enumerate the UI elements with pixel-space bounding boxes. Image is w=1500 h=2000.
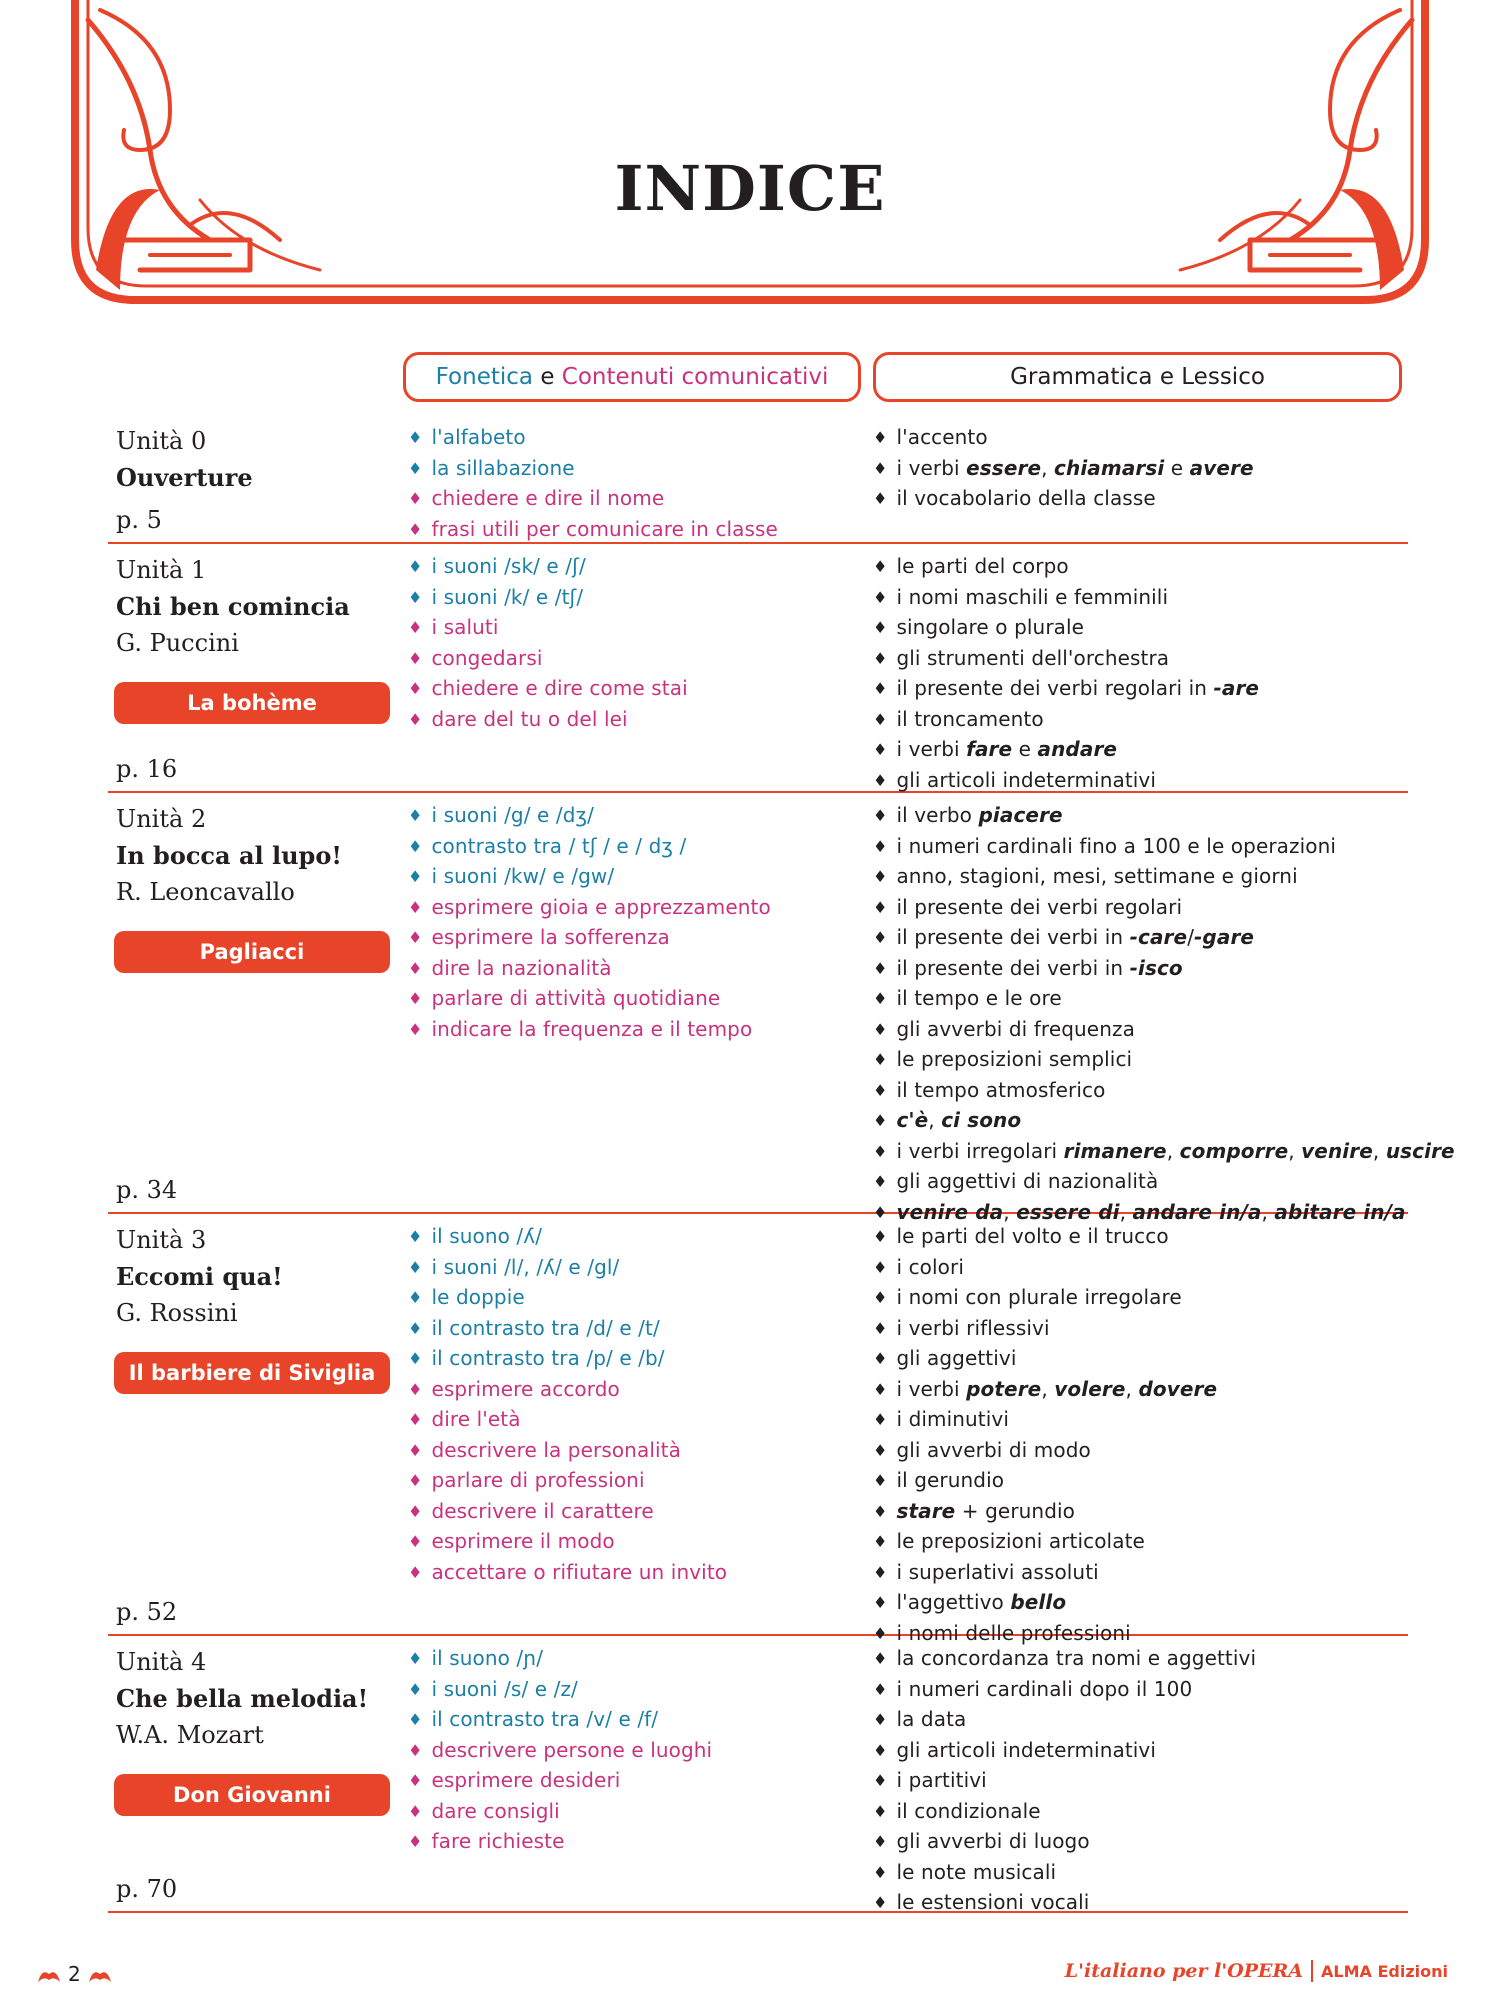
list-item: ♦ descrivere il carattere <box>408 1498 654 1523</box>
unit-composer: R. Leoncavallo <box>116 878 295 906</box>
diamond-bullet-icon: ♦ <box>873 1050 888 1069</box>
diamond-bullet-icon: ♦ <box>873 1202 888 1222</box>
list-item: ♦ esprimere gioia e apprezzamento <box>408 894 771 919</box>
diamond-bullet-icon: ♦ <box>408 489 423 508</box>
list-item: ♦ chiedere e dire il nome <box>408 486 665 510</box>
diamond-bullet-icon: ♦ <box>873 1862 888 1882</box>
list-item: ♦ gli articoli indeterminativi <box>873 1737 1157 1762</box>
column-header-phonetics <box>403 352 861 402</box>
list-item: ♦ i superlativi assoluti <box>873 1559 1099 1584</box>
diamond-bullet-icon: ♦ <box>873 1679 888 1699</box>
list-item: ♦ i partitivi <box>873 1768 987 1792</box>
list-item: ♦ i suoni /k/ e /tʃ/ <box>408 584 584 609</box>
phonetics-communication-list <box>408 1222 808 1588</box>
list-item: ♦ il suono /ɲ/ <box>408 1646 544 1670</box>
unit-page: p. 34 <box>116 1176 178 1204</box>
list-item: ♦ il troncamento <box>873 706 1044 731</box>
list-item: ♦ il suono /ʎ/ <box>408 1224 543 1248</box>
list-item: ♦ chiedere e dire come stai <box>408 676 688 700</box>
diamond-bullet-icon: ♦ <box>873 1562 888 1582</box>
diamond-bullet-icon: ♦ <box>873 1080 888 1100</box>
diamond-bullet-icon: ♦ <box>408 1257 423 1277</box>
list-item: ♦ anno, stagioni, mesi, settimane e giorni <box>873 864 1298 888</box>
diamond-bullet-icon: ♦ <box>408 1710 423 1729</box>
list-item: ♦ i suoni /sk/ e /ʃ/ <box>408 554 586 578</box>
list-item: ♦ venire da, essere di, andare in/a, abitare in/a <box>873 1199 1406 1224</box>
list-item: ♦ il contrasto tra /v/ e /f/ <box>408 1707 659 1731</box>
diamond-bullet-icon: ♦ <box>873 1771 888 1790</box>
unit-title: Chi ben comincia <box>116 592 350 621</box>
diamond-bullet-icon: ♦ <box>408 1288 423 1307</box>
list-item: ♦ gli articoli indeterminativi <box>873 767 1157 792</box>
list-item: ♦ il condizionale <box>873 1798 1041 1823</box>
diamond-bullet-icon: ♦ <box>873 1288 888 1307</box>
diamond-bullet-icon: ♦ <box>408 1349 423 1368</box>
list-item: ♦ la sillabazione <box>408 455 575 480</box>
list-item: ♦ gli avverbi di luogo <box>873 1829 1090 1853</box>
diamond-bullet-icon: ♦ <box>873 1349 888 1368</box>
footer-page-number <box>36 1962 113 1986</box>
list-item: ♦ dare del tu o del lei <box>408 706 628 731</box>
list-item: ♦ il presente dei verbi in -care/-gare <box>873 925 1255 949</box>
diamond-bullet-icon: ♦ <box>873 1019 888 1039</box>
unit-number: Unità 4 <box>116 1648 207 1676</box>
list-item: ♦ i verbi potere, volere, dovere <box>873 1376 1218 1401</box>
unit-page: p. 16 <box>116 755 178 783</box>
diamond-bullet-icon: ♦ <box>408 1771 423 1790</box>
diamond-bullet-icon: ♦ <box>873 1172 888 1191</box>
diamond-bullet-icon: ♦ <box>873 1710 888 1729</box>
unit-title: In bocca al lupo! <box>116 841 342 870</box>
list-item: ♦ descrivere persone e luoghi <box>408 1737 713 1762</box>
unit-composer: G. Puccini <box>116 629 239 657</box>
diamond-bullet-icon: ♦ <box>873 1440 888 1460</box>
header-conjunction: e <box>540 364 555 390</box>
list-item: ♦ descrivere la personalità <box>408 1437 681 1462</box>
diamond-bullet-icon: ♦ <box>408 458 423 478</box>
grammar-lexicon-list <box>873 1644 1433 1919</box>
list-item: ♦ c'è, ci sono <box>873 1108 1022 1132</box>
diamond-bullet-icon: ♦ <box>873 836 888 856</box>
diamond-bullet-icon: ♦ <box>873 1501 888 1521</box>
list-item: ♦ dire l'età <box>408 1407 521 1431</box>
list-item: ♦ il gerundio <box>873 1468 1005 1492</box>
diamond-bullet-icon: ♦ <box>873 1227 888 1246</box>
unit-row <box>108 791 1455 1224</box>
unit-number: Unità 1 <box>116 556 207 584</box>
list-item: ♦ i verbi fare e andare <box>873 737 1118 761</box>
list-item: ♦ i colori <box>873 1254 964 1279</box>
publisher-name: ALMA Edizioni <box>1321 1961 1448 1981</box>
diamond-bullet-icon: ♦ <box>873 1379 888 1399</box>
unit-title: Ouverture <box>116 463 253 492</box>
list-item: ♦ esprimere la sofferenza <box>408 925 670 949</box>
unit-row <box>108 1634 1408 1913</box>
list-item: ♦ esprimere il modo <box>408 1529 615 1553</box>
brand-name: L'italiano per l'OPERA <box>1064 1960 1304 1982</box>
list-item: ♦ le doppie <box>408 1285 525 1309</box>
diamond-bullet-icon: ♦ <box>408 1532 423 1551</box>
list-item: ♦ i suoni /l/, /ʎ/ e /gl/ <box>408 1254 620 1279</box>
list-item: ♦ la data <box>873 1707 967 1731</box>
diamond-bullet-icon: ♦ <box>408 1019 423 1039</box>
diamond-bullet-icon: ♦ <box>873 709 888 729</box>
list-item: ♦ esprimere desideri <box>408 1768 621 1792</box>
diamond-bullet-icon: ♦ <box>408 1679 423 1699</box>
unit-info <box>116 1222 396 1394</box>
unit-composer: W.A. Mozart <box>116 1721 264 1749</box>
opera-badge: Il barbiere di Siviglia <box>114 1352 390 1394</box>
diamond-bullet-icon: ♦ <box>408 928 423 947</box>
diamond-bullet-icon: ♦ <box>873 428 888 447</box>
list-item: ♦ i verbi riflessivi <box>873 1315 1050 1340</box>
diamond-bullet-icon: ♦ <box>873 928 888 947</box>
diamond-bullet-icon: ♦ <box>873 1832 888 1851</box>
unit-title: Che bella melodia! <box>116 1684 369 1713</box>
unit-info <box>116 801 396 973</box>
diamond-bullet-icon: ♦ <box>408 1801 423 1821</box>
list-item: ♦ le parti del volto e il trucco <box>873 1224 1169 1248</box>
diamond-bullet-icon: ♦ <box>873 1593 888 1612</box>
diamond-bullet-icon: ♦ <box>408 836 423 856</box>
unit-row <box>108 542 1408 793</box>
list-item: ♦ accettare o rifiutare un invito <box>408 1559 728 1584</box>
diamond-bullet-icon: ♦ <box>408 1740 423 1760</box>
diamond-bullet-icon: ♦ <box>408 958 423 978</box>
list-item: ♦ gli avverbi di frequenza <box>873 1016 1135 1041</box>
phonetics-communication-list <box>408 1644 808 1858</box>
column-header-grammar <box>873 352 1402 402</box>
list-item: ♦ le preposizioni articolate <box>873 1529 1145 1553</box>
list-item: ♦ il presente dei verbi in -isco <box>873 955 1183 980</box>
list-item: ♦ dare consigli <box>408 1798 560 1823</box>
diamond-bullet-icon: ♦ <box>408 587 423 607</box>
header-grammar-label: Grammatica e Lessico <box>1010 364 1265 390</box>
diamond-bullet-icon: ♦ <box>873 740 888 759</box>
diamond-bullet-icon: ♦ <box>408 428 423 447</box>
diamond-bullet-icon: ♦ <box>408 709 423 729</box>
diamond-bullet-icon: ♦ <box>873 1893 888 1912</box>
grammar-lexicon-list <box>873 423 1433 515</box>
grammar-lexicon-list <box>873 552 1433 796</box>
diamond-bullet-icon: ♦ <box>873 770 888 790</box>
list-item: ♦ gli aggettivi <box>873 1346 1017 1370</box>
list-item: ♦ parlare di attività quotidiane <box>408 986 721 1010</box>
list-item: ♦ le estensioni vocali <box>873 1890 1090 1914</box>
diamond-bullet-icon: ♦ <box>408 867 423 886</box>
diamond-bullet-icon: ♦ <box>873 1318 888 1338</box>
diamond-bullet-icon: ♦ <box>408 806 423 825</box>
list-item: ♦ l'aggettivo bello <box>873 1590 1067 1614</box>
grammar-lexicon-list <box>873 1222 1433 1649</box>
diamond-bullet-icon: ♦ <box>873 1801 888 1821</box>
diamond-bullet-icon: ♦ <box>408 679 423 698</box>
list-item: ♦ le parti del corpo <box>873 554 1069 578</box>
list-item: ♦ il vocabolario della classe <box>873 486 1156 510</box>
unit-composer: G. Rossini <box>116 1299 238 1327</box>
diamond-bullet-icon: ♦ <box>873 1257 888 1277</box>
diamond-bullet-icon: ♦ <box>873 989 888 1008</box>
list-item: ♦ il presente dei verbi regolari <box>873 894 1183 919</box>
unit-info <box>116 1644 396 1816</box>
diamond-bullet-icon: ♦ <box>408 1440 423 1460</box>
diamond-bullet-icon: ♦ <box>873 1141 888 1161</box>
ornament-right-icon <box>87 1964 113 1984</box>
diamond-bullet-icon: ♦ <box>873 1471 888 1490</box>
diamond-bullet-icon: ♦ <box>873 679 888 698</box>
list-item: ♦ le note musicali <box>873 1859 1057 1884</box>
unit-title: Eccomi qua! <box>116 1262 283 1291</box>
phonetics-communication-list <box>408 552 808 735</box>
opera-badge: Don Giovanni <box>114 1774 390 1816</box>
diamond-bullet-icon: ♦ <box>873 1740 888 1760</box>
diamond-bullet-icon: ♦ <box>873 648 888 668</box>
diamond-bullet-icon: ♦ <box>873 1111 888 1130</box>
unit-row <box>108 413 1408 544</box>
unit-number: Unità 2 <box>116 805 207 833</box>
list-item: ♦ singolare o plurale <box>873 615 1085 639</box>
opera-badge: La bohème <box>114 682 390 724</box>
list-item: ♦ i diminutivi <box>873 1407 1010 1431</box>
diamond-bullet-icon: ♦ <box>408 897 423 917</box>
list-item: ♦ parlare di professioni <box>408 1468 645 1492</box>
list-item: ♦ i verbi irregolari rimanere, comporre, venire, uscire <box>873 1138 1455 1163</box>
diamond-bullet-icon: ♦ <box>873 1623 888 1643</box>
list-item: ♦ esprimere accordo <box>408 1376 620 1401</box>
grammar-lexicon-list <box>873 801 1455 1228</box>
diamond-bullet-icon: ♦ <box>873 489 888 508</box>
list-item: ♦ i nomi con plurale irregolare <box>873 1285 1182 1309</box>
list-item: ♦ le preposizioni semplici <box>873 1047 1133 1071</box>
phonetics-communication-list <box>408 423 808 545</box>
unit-page: p. 5 <box>116 506 162 534</box>
diamond-bullet-icon: ♦ <box>408 1318 423 1338</box>
list-item: ♦ i numeri cardinali dopo il 100 <box>873 1676 1193 1701</box>
header-communication-label: Contenuti comunicativi <box>561 364 829 390</box>
diamond-bullet-icon: ♦ <box>408 1832 423 1851</box>
list-item: ♦ i verbi essere, chiamarsi e avere <box>873 455 1254 480</box>
footer-brand <box>1065 1960 1448 1982</box>
list-item: ♦ i saluti <box>408 615 499 639</box>
list-item: ♦ gli strumenti dell'orchestra <box>873 645 1170 670</box>
list-item: ♦ i suoni /kw/ e /gw/ <box>408 864 615 888</box>
diamond-bullet-icon: ♦ <box>408 989 423 1008</box>
diamond-bullet-icon: ♦ <box>408 618 423 637</box>
unit-page: p. 52 <box>116 1598 178 1626</box>
list-item: ♦ gli avverbi di modo <box>873 1437 1091 1462</box>
list-item: ♦ dire la nazionalità <box>408 955 612 980</box>
diamond-bullet-icon: ♦ <box>873 867 888 886</box>
list-item: ♦ stare + gerundio <box>873 1498 1075 1523</box>
diamond-bullet-icon: ♦ <box>408 1649 423 1668</box>
diamond-bullet-icon: ♦ <box>408 557 423 576</box>
list-item: ♦ i numeri cardinali fino a 100 e le operazioni <box>873 833 1337 858</box>
list-item: ♦ il tempo atmosferico <box>873 1077 1106 1102</box>
unit-number: Unità 0 <box>116 427 207 455</box>
diamond-bullet-icon: ♦ <box>408 1379 423 1399</box>
list-item: ♦ i suoni /g/ e /dʒ/ <box>408 803 595 827</box>
diamond-bullet-icon: ♦ <box>408 1410 423 1429</box>
page-number: 2 <box>68 1962 81 1986</box>
diamond-bullet-icon: ♦ <box>408 519 423 539</box>
list-item: ♦ l'alfabeto <box>408 425 526 449</box>
diamond-bullet-icon: ♦ <box>873 458 888 478</box>
diamond-bullet-icon: ♦ <box>873 958 888 978</box>
diamond-bullet-icon: ♦ <box>408 1501 423 1521</box>
list-item: ♦ contrasto tra / tʃ / e / dʒ / <box>408 833 687 858</box>
header-phonetics-label: Fonetica <box>435 364 533 390</box>
brand-divider <box>1311 1960 1313 1982</box>
opera-badge: Pagliacci <box>114 931 390 973</box>
unit-info <box>116 423 396 496</box>
list-item: ♦ fare richieste <box>408 1829 565 1853</box>
list-item: ♦ congedarsi <box>408 645 543 670</box>
unit-row <box>108 1212 1408 1645</box>
diamond-bullet-icon: ♦ <box>873 618 888 637</box>
phonetics-communication-list <box>408 801 808 1045</box>
diamond-bullet-icon: ♦ <box>408 1562 423 1582</box>
diamond-bullet-icon: ♦ <box>408 1227 423 1246</box>
diamond-bullet-icon: ♦ <box>873 1532 888 1551</box>
list-item: ♦ il contrasto tra /d/ e /t/ <box>408 1315 660 1340</box>
diamond-bullet-icon: ♦ <box>873 557 888 576</box>
list-item: ♦ i suoni /s/ e /z/ <box>408 1676 578 1701</box>
ornament-left-icon <box>36 1964 62 1984</box>
list-item: ♦ il tempo e le ore <box>873 986 1062 1010</box>
diamond-bullet-icon: ♦ <box>873 1410 888 1429</box>
list-item: ♦ i nomi delle professioni <box>873 1620 1131 1645</box>
page-title: INDICE <box>614 152 886 225</box>
unit-info <box>116 552 396 724</box>
list-item: ♦ gli aggettivi di nazionalità <box>873 1169 1159 1193</box>
diamond-bullet-icon: ♦ <box>408 648 423 668</box>
list-item: ♦ il verbo piacere <box>873 803 1063 827</box>
list-item: ♦ frasi utili per comunicare in classe <box>408 516 778 541</box>
list-item: ♦ indicare la frequenza e il tempo <box>408 1016 753 1041</box>
diamond-bullet-icon: ♦ <box>873 806 888 825</box>
list-item: ♦ il presente dei verbi regolari in -are <box>873 676 1260 700</box>
diamond-bullet-icon: ♦ <box>408 1471 423 1490</box>
diamond-bullet-icon: ♦ <box>873 587 888 607</box>
list-item: ♦ i nomi maschili e femminili <box>873 584 1169 609</box>
list-item: ♦ l'accento <box>873 425 988 449</box>
unit-number: Unità 3 <box>116 1226 207 1254</box>
list-item: ♦ la concordanza tra nomi e aggettivi <box>873 1646 1257 1670</box>
unit-page: p. 70 <box>116 1875 178 1903</box>
diamond-bullet-icon: ♦ <box>873 1649 888 1668</box>
diamond-bullet-icon: ♦ <box>873 897 888 917</box>
list-item: ♦ il contrasto tra /p/ e /b/ <box>408 1346 665 1370</box>
